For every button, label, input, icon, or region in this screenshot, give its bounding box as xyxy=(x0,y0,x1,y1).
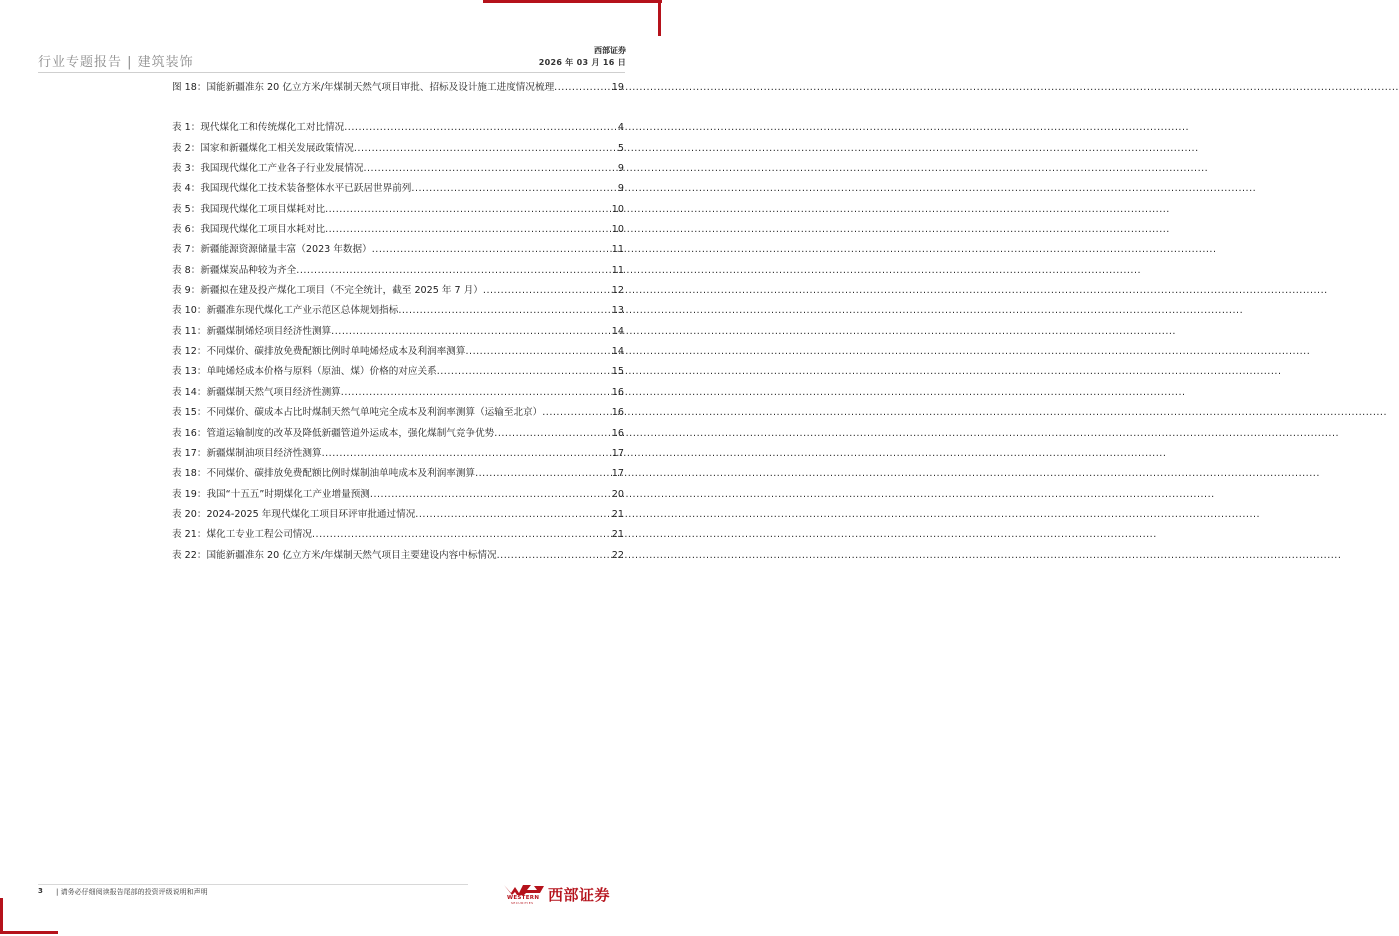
toc-leader-dots xyxy=(325,220,611,240)
toc-entry-label: 表 3：我国现代煤化工产业各子行业发展情况 xyxy=(172,163,364,175)
header-report-title: 行业专题报告 | 建筑装饰 xyxy=(38,55,194,70)
toc-entry-table[interactable] xyxy=(172,505,624,525)
toc-leader-dots xyxy=(542,403,611,423)
toc-entry-page: 4 xyxy=(617,122,624,134)
toc-entry-page: 15 xyxy=(611,366,624,378)
toc-entry-table[interactable] xyxy=(172,139,624,159)
toc-entry-table[interactable] xyxy=(172,281,624,301)
toc-entry-page: 9 xyxy=(617,183,624,195)
toc-entry-label: 表 21：煤化工专业工程公司情况 xyxy=(172,529,312,541)
toc-entry-page: 5 xyxy=(617,142,624,154)
toc-leader-dots xyxy=(415,505,610,525)
toc-entry-page: 12 xyxy=(611,285,624,297)
toc-leader-dots xyxy=(475,464,611,484)
toc-entry-page: 11 xyxy=(611,244,624,256)
header-divider xyxy=(38,72,625,73)
toc-entry-page: 14 xyxy=(611,325,624,337)
toc-entry-page: 11 xyxy=(611,264,624,276)
toc-leader-dots xyxy=(341,383,611,403)
toc-entry-table[interactable] xyxy=(172,403,624,423)
toc-entry-table[interactable] xyxy=(172,179,624,199)
table-of-contents xyxy=(172,78,624,566)
corner-accent-left xyxy=(0,898,3,933)
toc-entry-page: 16 xyxy=(611,407,624,419)
toc-leader-dots xyxy=(322,444,611,464)
toc-entry-table[interactable] xyxy=(172,159,624,179)
header-date: 2026 年 03 月 16 日 xyxy=(538,58,626,67)
toc-leader-dots xyxy=(296,261,611,281)
toc-entry-label: 表 5：我国现代煤化工项目煤耗对比 xyxy=(172,203,326,215)
toc-leader-dots xyxy=(372,240,611,260)
footer-disclaimer: | 请务必仔细阅读报告尾部的投资评级说明和声明 xyxy=(56,888,208,896)
logo-chinese-text: 西部证券 xyxy=(548,886,611,904)
toc-entry-table[interactable] xyxy=(172,424,624,444)
toc-entry-table[interactable] xyxy=(172,444,624,464)
toc-leader-dots xyxy=(411,179,616,199)
toc-entry-table[interactable] xyxy=(172,220,624,240)
toc-entry-label: 表 8：新疆煤炭品种较为齐全 xyxy=(172,264,297,276)
toc-leader-dots xyxy=(483,281,611,301)
toc-entry-page: 10 xyxy=(611,203,624,215)
toc-leader-dots xyxy=(370,485,611,505)
toc-entry-label: 表 12：不同煤价、碳排放免费配额比例时单吨烯烃成本及利润率测算 xyxy=(172,346,466,358)
toc-leader-dots xyxy=(494,424,611,444)
toc-entry-label: 表 15：不同煤价、碳成本占比时煤制天然气单吨完全成本及利润率测算（运输至北京） xyxy=(172,407,543,419)
toc-entry-label: 表 14：新疆煤制天然气项目经济性测算 xyxy=(172,386,341,398)
toc-leader-dots xyxy=(331,322,611,342)
toc-entry-table[interactable] xyxy=(172,118,624,138)
toc-entry-table[interactable] xyxy=(172,525,624,545)
toc-entry-label: 表 18：不同煤价、碳排放免费配额比例时煤制油单吨成本及利润率测算 xyxy=(172,468,476,480)
toc-entry-page: 21 xyxy=(611,508,624,520)
toc-leader-dots xyxy=(437,362,611,382)
toc-entry-label: 表 6：我国现代煤化工项目水耗对比 xyxy=(172,224,326,236)
toc-entry-page: 22 xyxy=(611,549,624,561)
company-logo xyxy=(503,883,623,907)
toc-entry-figure[interactable] xyxy=(172,78,624,98)
corner-accent-top xyxy=(483,0,662,3)
toc-entry-page: 17 xyxy=(611,468,624,480)
toc-entry-table[interactable] xyxy=(172,342,624,362)
toc-leader-dots xyxy=(497,546,611,566)
toc-table-list xyxy=(172,118,624,566)
toc-leader-dots xyxy=(325,200,611,220)
toc-entry-label: 表 11：新疆煤制烯烃项目经济性测算 xyxy=(172,325,332,337)
toc-entry-label: 表 9：新疆拟在建及投产煤化工项目（不完全统计，截至 2025 年 7 月） xyxy=(172,285,483,297)
toc-entry-label: 表 22：国能新疆准东 20 亿立方米/年煤制天然气项目主要建设内容中标情况 xyxy=(172,549,497,561)
toc-leader-dots xyxy=(312,525,611,545)
toc-entry-label: 表 10：新疆准东现代煤化工产业示范区总体规划指标 xyxy=(172,305,399,317)
toc-entry-table[interactable] xyxy=(172,261,624,281)
logo-western-text: WESTERN xyxy=(507,895,540,901)
toc-entry-table[interactable] xyxy=(172,546,624,566)
toc-leader-dots xyxy=(398,301,610,321)
footer-page-number: 3 xyxy=(38,887,43,895)
toc-entry-label: 表 17：新疆煤制油项目经济性测算 xyxy=(172,447,322,459)
toc-entry-page: 16 xyxy=(611,427,624,439)
toc-entry-page: 14 xyxy=(611,346,624,358)
toc-entry-label: 表 7：新疆能源资源储量丰富（2023 年数据） xyxy=(172,244,372,256)
toc-entry-label: 图 18：国能新疆准东 20 亿立方米/年煤制天然气项目审批、招标及设计施工进度情况梳理 xyxy=(172,82,555,93)
toc-entry-page: 21 xyxy=(611,529,624,541)
toc-entry-label: 表 13：单吨烯烃成本价格与原料（原油、煤）价格的对应关系 xyxy=(172,366,437,378)
toc-entry-table[interactable] xyxy=(172,485,624,505)
toc-leader-dots xyxy=(354,139,617,159)
toc-entry-table[interactable] xyxy=(172,301,624,321)
toc-leader-dots xyxy=(363,159,616,179)
toc-entry-page: 17 xyxy=(611,447,624,459)
toc-entry-table[interactable] xyxy=(172,464,624,484)
toc-leader-dots xyxy=(554,78,611,98)
toc-entry-table[interactable] xyxy=(172,322,624,342)
toc-entry-page: 16 xyxy=(611,386,624,398)
toc-entry-label: 表 19：我国“十五五”时期煤化工产业增量预测 xyxy=(172,488,370,500)
toc-entry-label: 表 2：国家和新疆煤化工相关发展政策情况 xyxy=(172,142,354,154)
toc-entry-label: 表 1：现代煤化工和传统煤化工对比情况 xyxy=(172,122,345,134)
corner-accent-bottom xyxy=(0,931,58,934)
logo-securities-text: SECURITIES xyxy=(511,901,534,905)
toc-entry-page: 9 xyxy=(617,163,624,175)
toc-leader-dots xyxy=(465,342,610,362)
toc-entry-table[interactable] xyxy=(172,240,624,260)
toc-entry-label: 表 4：我国现代煤化工技术装备整体水平已跃居世界前列 xyxy=(172,183,412,195)
toc-entry-label: 表 20：2024-2025 年现代煤化工项目环评审批通过情况 xyxy=(172,508,416,520)
toc-entry-page: 13 xyxy=(611,305,624,317)
toc-entry-table[interactable] xyxy=(172,362,624,382)
toc-entry-page: 19 xyxy=(611,82,624,93)
toc-entry-page: 20 xyxy=(611,488,624,500)
toc-entry-page: 10 xyxy=(611,224,624,236)
toc-entry-table[interactable] xyxy=(172,383,624,403)
header-brand: 西部证券 xyxy=(594,46,626,55)
toc-leader-dots xyxy=(344,118,617,138)
toc-entry-label: 表 16：管道运输制度的改革及降低新疆管道外运成本，强化煤制气竞争优势 xyxy=(172,427,495,439)
footer-divider xyxy=(38,884,468,885)
corner-accent-right xyxy=(658,0,661,36)
toc-entry-table[interactable] xyxy=(172,200,624,220)
